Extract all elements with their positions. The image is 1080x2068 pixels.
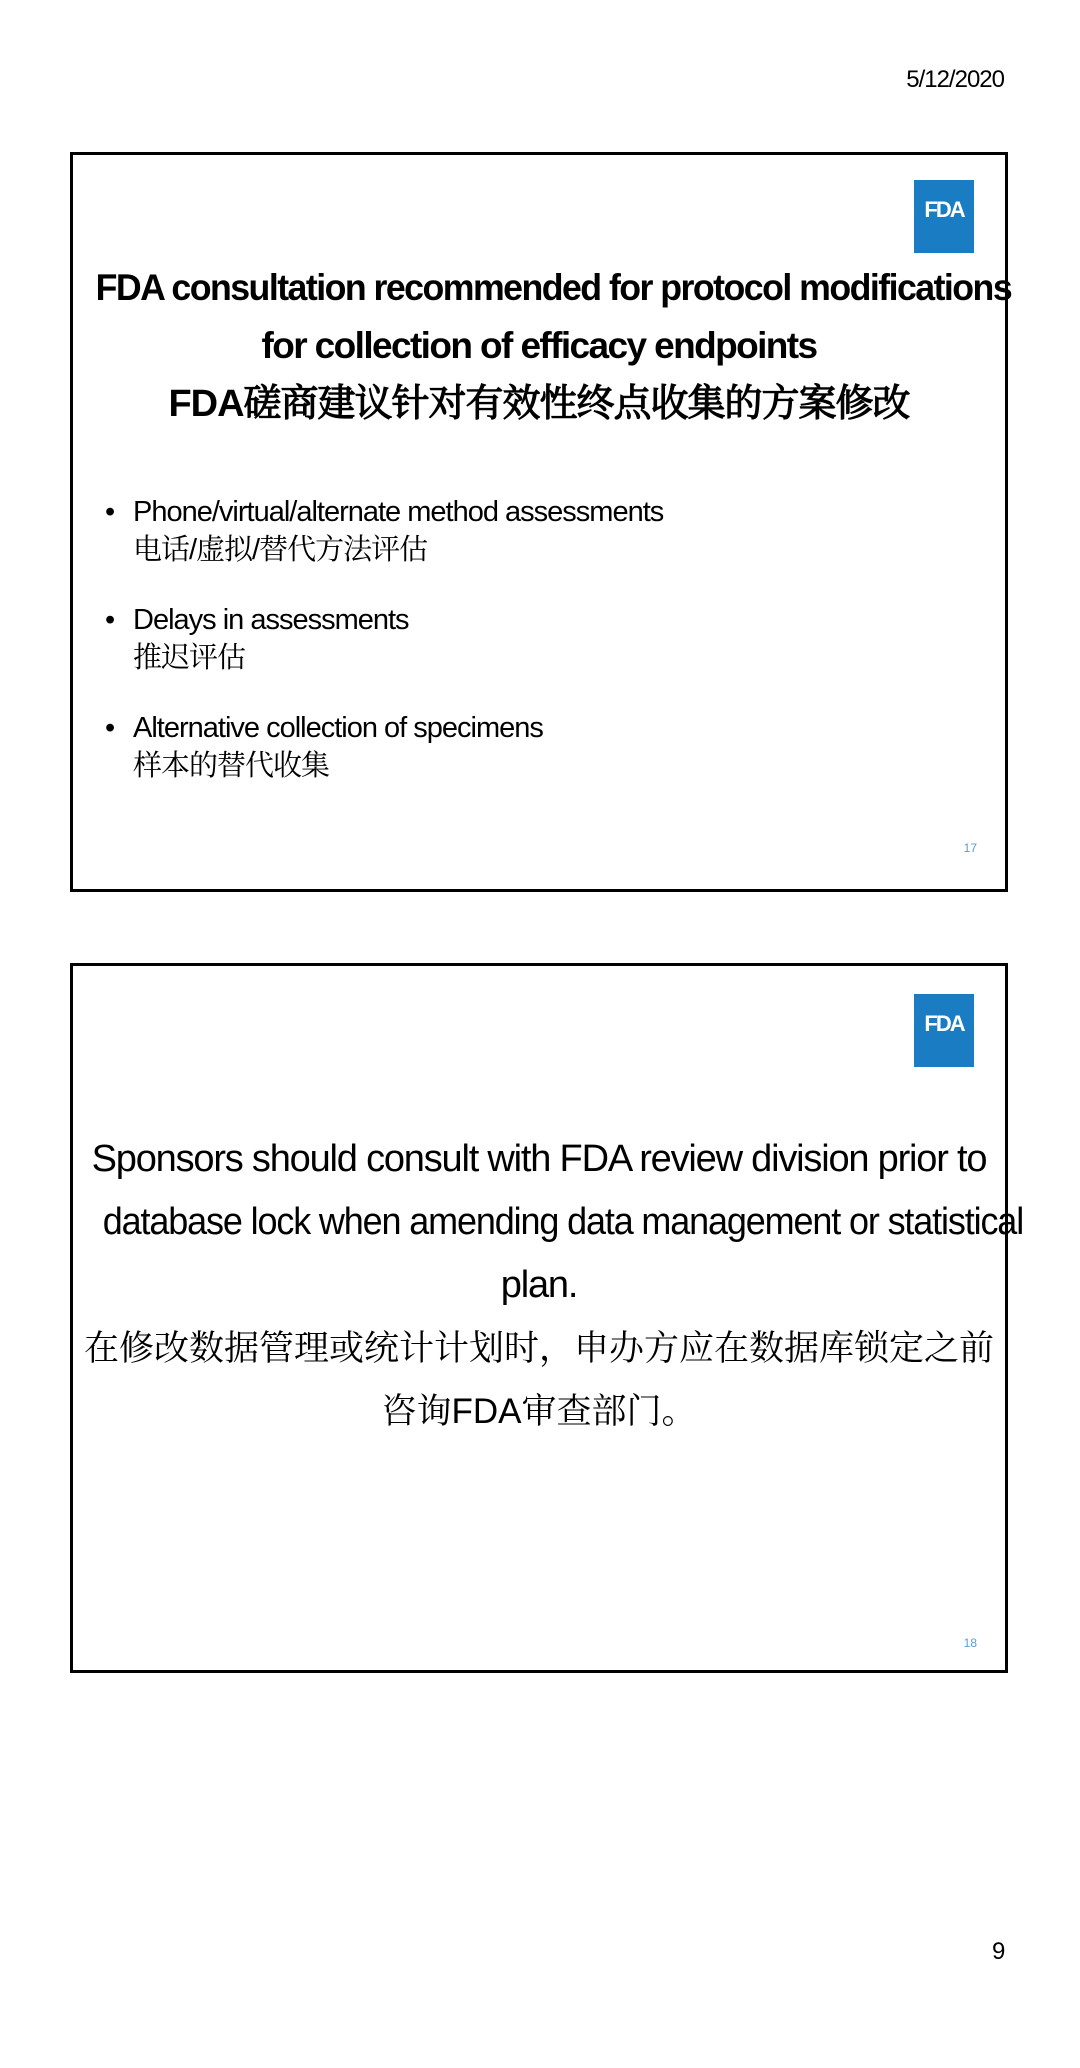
fda-logo: FDA xyxy=(914,180,974,253)
slide-title-line: for collection of efficacy endpoints xyxy=(261,325,817,366)
bullet-icon: • xyxy=(105,604,115,636)
bullet-text-zh: 样本的替代收集 xyxy=(133,750,330,782)
bullet-text-en: Delays in assessments xyxy=(133,604,409,636)
bullet-text-en: Alternative collection of specimens xyxy=(133,712,543,744)
body-line-zh: 咨询FDA审查部门。 xyxy=(381,1392,697,1431)
slide-number: 17 xyxy=(963,841,977,855)
slide-number: 18 xyxy=(963,1636,977,1650)
document-date: 5/12/2020 xyxy=(906,66,1004,93)
bullet-icon: • xyxy=(105,712,115,744)
body-line: plan. xyxy=(500,1264,578,1306)
bullet-text-zh: 推迟评估 xyxy=(133,642,246,674)
bullet-icon: • xyxy=(105,496,115,528)
bullet-item xyxy=(101,709,663,785)
slide-title-line-zh: FDA磋商建议针对有效性终点收集的方案修改 xyxy=(168,383,910,425)
slide-title-line: FDA consultation recommended for protocol modifications xyxy=(95,267,1012,308)
page-number: 9 xyxy=(992,1938,1006,1965)
body-line-zh: 在修改数据管理或统计计划时，申办方应在数据库锁定之前 xyxy=(83,1329,994,1368)
bullet-item xyxy=(101,601,663,677)
bullet-text-en: Phone/virtual/alternate method assessments xyxy=(133,496,664,528)
slide-body xyxy=(77,1128,1024,1443)
body-line: Sponsors should consult with FDA review division prior to xyxy=(91,1138,987,1180)
slide-title xyxy=(79,259,1012,433)
body-line: database lock when amending data management or statistical xyxy=(102,1201,1024,1243)
bullet-list xyxy=(101,493,663,817)
fda-logo: FDA xyxy=(914,994,974,1067)
slide-18 xyxy=(70,963,1024,1673)
bullet-item xyxy=(101,493,663,569)
slide-17 xyxy=(70,152,1012,892)
bullet-text-zh: 电话/虚拟/替代方法评估 xyxy=(133,534,428,566)
